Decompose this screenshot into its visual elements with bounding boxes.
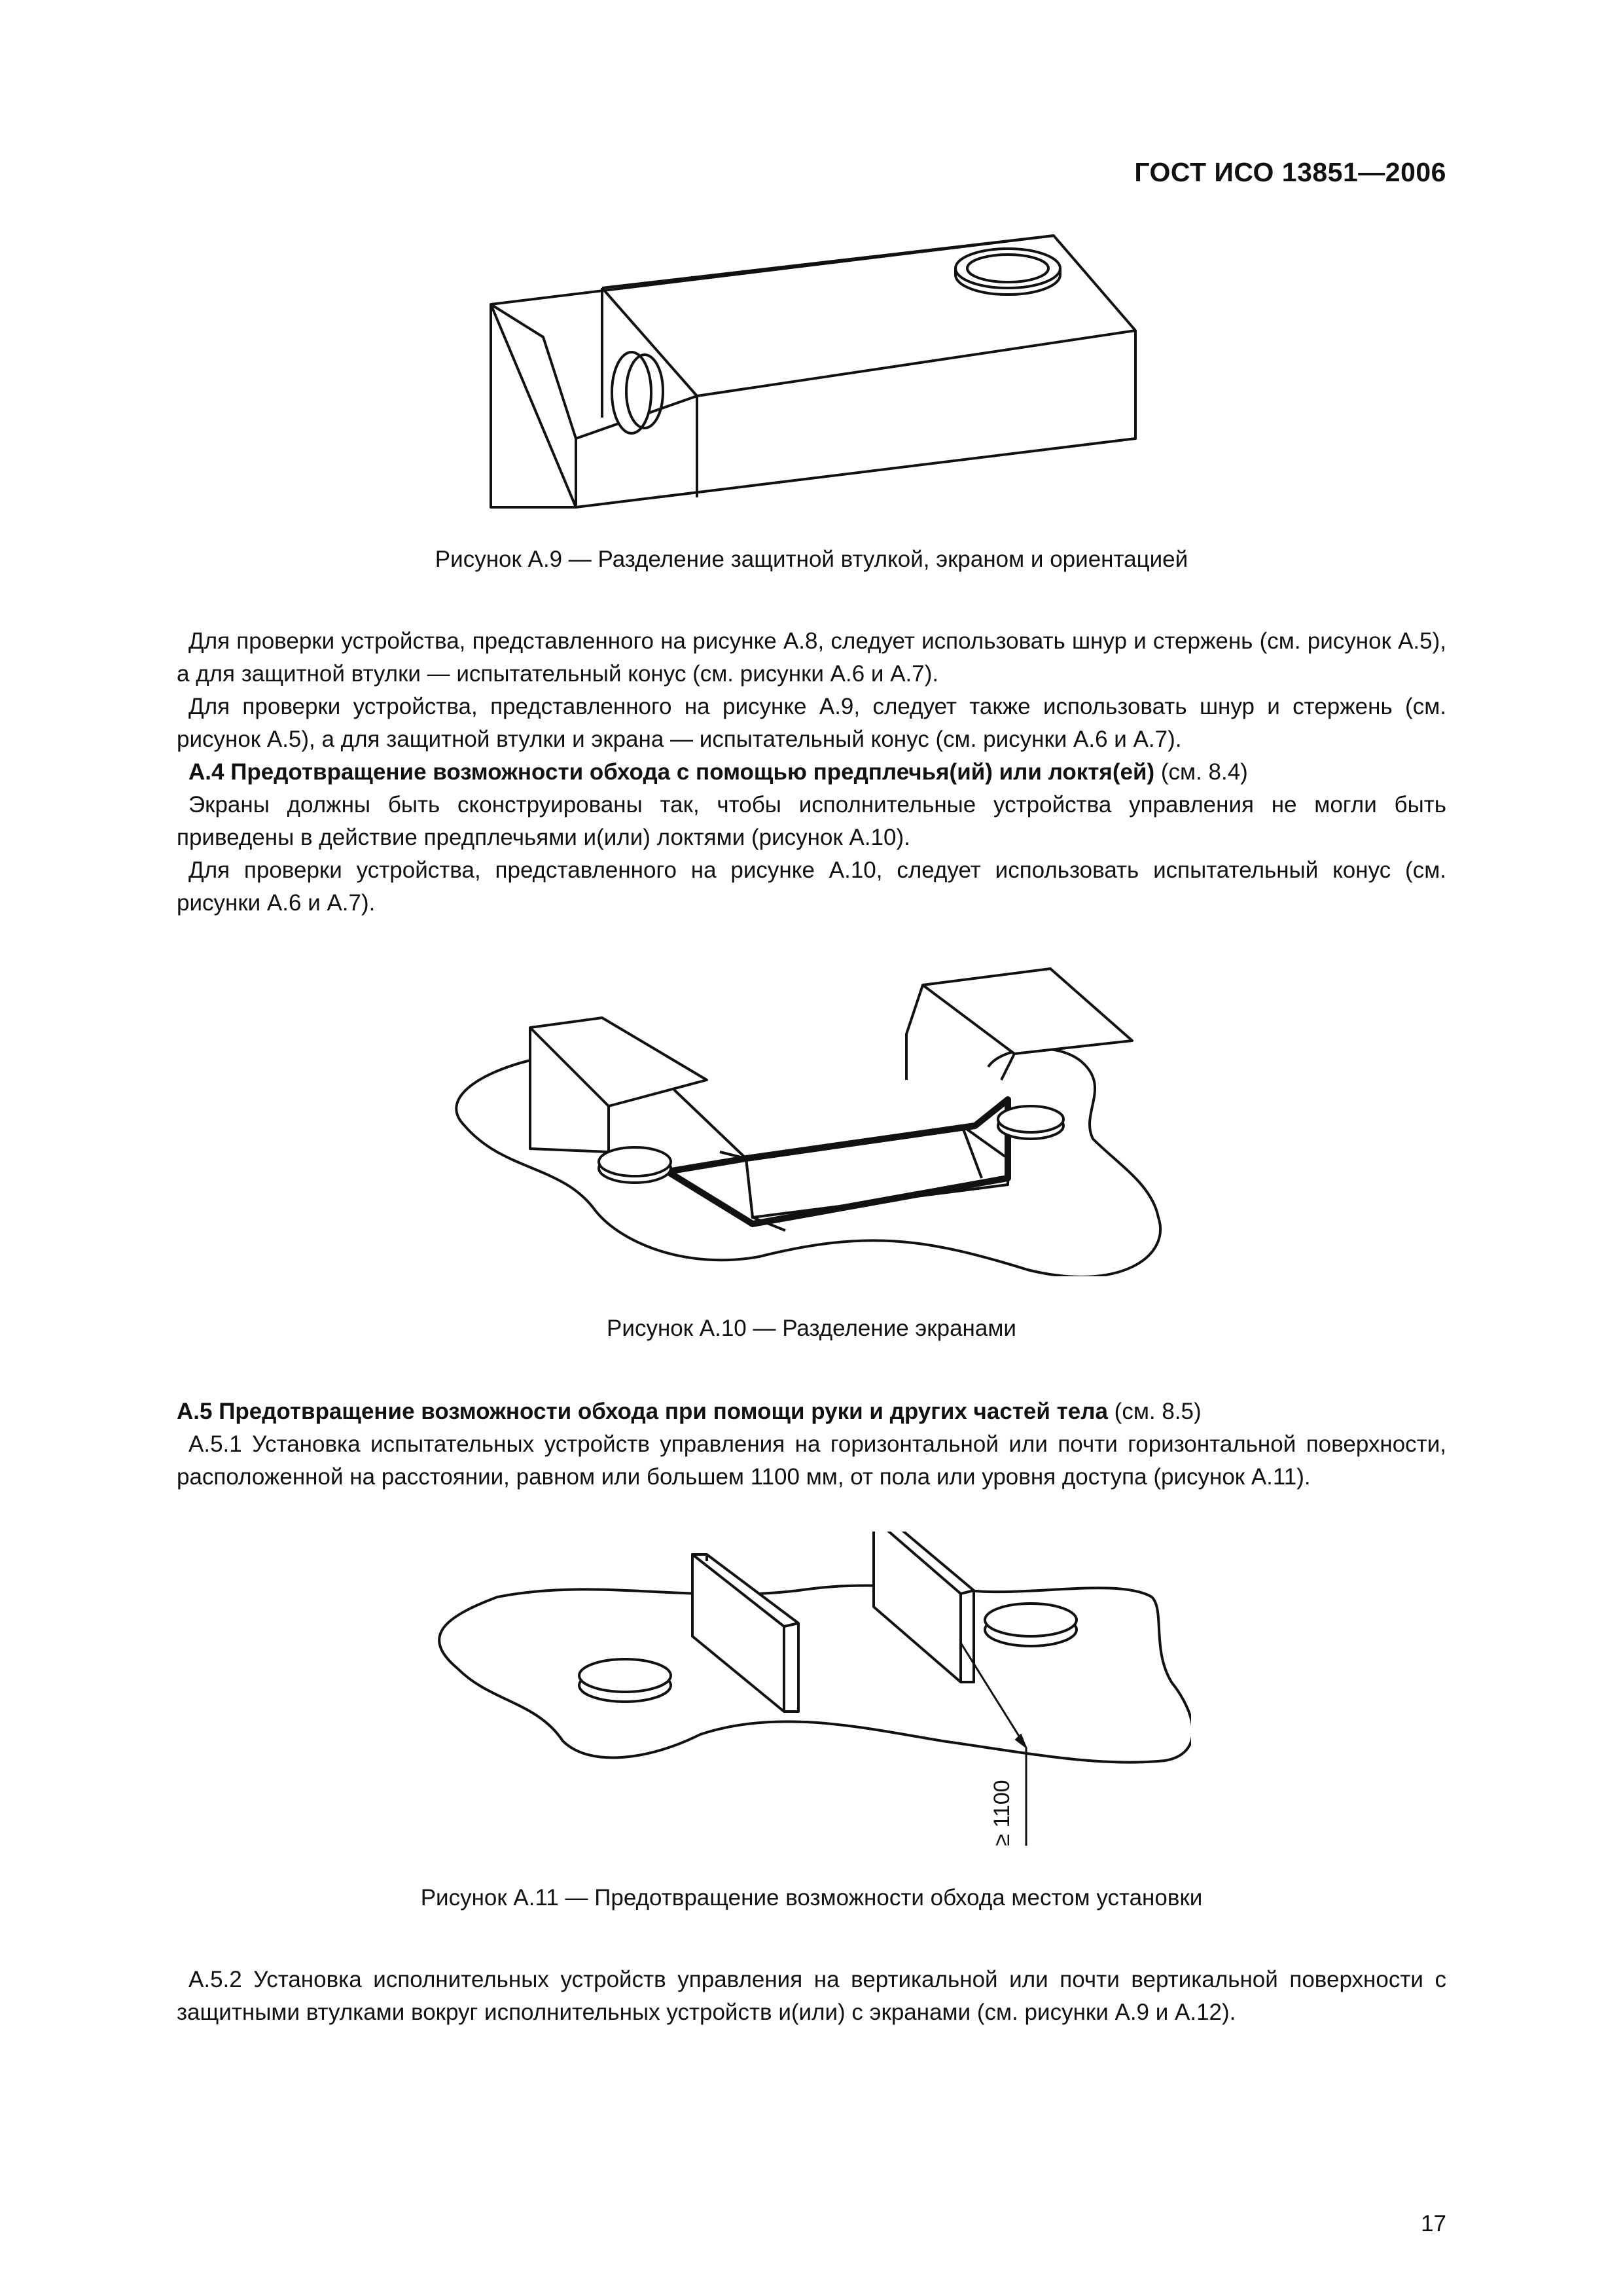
body-text-block-2	[177, 1395, 1446, 1494]
figure-a11-drawing	[432, 1532, 1191, 1859]
page-number: 17	[1421, 2211, 1446, 2236]
paragraph-6: А.5.2 Установка исполнительных устройств управления на вертикальной или почти вертикальной поверхности с защитными втулками вокруг исполнительных устройств и(или) с экранами (см. рисунки А.9 и А.12).	[177, 1967, 1446, 2025]
paragraph-4: Для проверки устройства, представленного на рисунке А.10, следует использовать испытательный конус (см. рисунки А.6 и А.7).	[177, 857, 1446, 916]
figure-a9	[0, 223, 1623, 537]
figure-a10	[0, 962, 1623, 1276]
paragraph-1: Для проверки устройства, представленного на рисунке А.8, следует использовать шнур и стержень (см. рисунок А.5), а для защитной втулки — испытательный конус (см. рисунки А.6 и А.7).	[177, 628, 1446, 687]
paragraph-3: Экраны должны быть сконструированы так, чтобы исполнительные устройства управления не могли быть приведены в действие предплечьями и(или) локтями (рисунок А.10).	[177, 792, 1446, 850]
dimension-label: ≥ 1100	[990, 1780, 1014, 1846]
figure-a11-caption: Рисунок А.11 — Предотвращение возможности обхода местом установки	[420, 1885, 1203, 1910]
figure-a9-caption: Рисунок А.9 — Разделение защитной втулкой, экраном и ориентацией	[435, 547, 1188, 572]
figure-a10-drawing	[452, 962, 1171, 1276]
body-text-block-3	[177, 1964, 1446, 2029]
figure-a10-caption: Рисунок А.10 — Разделение экранами	[607, 1316, 1016, 1341]
figure-a11	[0, 1532, 1623, 1859]
section-a5-heading: А.5 Предотвращение возможности обхода при помощи руки и других частей тела (см. 8.5)	[177, 1399, 1202, 1424]
section-a4-heading: А.4 Предотвращение возможности обхода с помощью предплечья(ий) или локтя(ей) (см. 8.4)	[188, 759, 1248, 785]
paragraph-5: А.5.1 Установка испытательных устройств управления на горизонтальной или почти горизонтальной поверхности, расположенной на расстоянии, равном или большем 1100 мм, от пола или уровня доступа (рисунок А.11).	[177, 1431, 1446, 1490]
paragraph-2: Для проверки устройства, представленного на рисунке А.9, следует также использовать шнур и стержень (см. рисунок А.5), а для защитной втулки и экрана — испытательный конус (см. рисунки А.6 и А.7).	[177, 694, 1446, 752]
document-header: ГОСТ ИСО 13851—2006	[1134, 157, 1446, 187]
figure-a9-drawing	[478, 223, 1145, 537]
body-text-block-1	[177, 625, 1446, 920]
